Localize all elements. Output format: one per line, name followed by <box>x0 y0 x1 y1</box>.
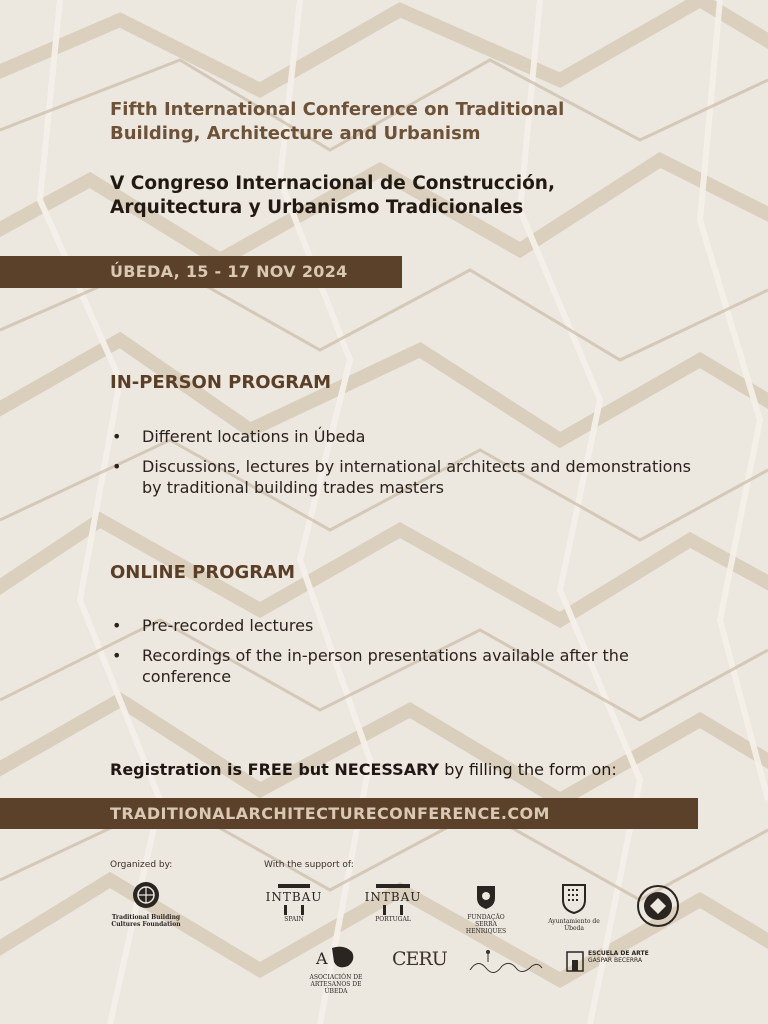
list-item-text: Different locations in Úbeda <box>142 427 366 446</box>
registration-emphasis: Registration is FREE but NECESSARY <box>110 760 440 779</box>
tbcf-caption: Traditional Building Cultures Foundation <box>111 914 181 928</box>
fundacao-serra-henriques-logo <box>456 884 516 935</box>
title-es-line-1: V Congreso Internacional de Construcción, <box>110 173 555 194</box>
list-item <box>110 645 710 687</box>
bullet: • <box>112 457 122 476</box>
fundacao-crest-icon <box>475 884 497 910</box>
artesanos-lion-icon <box>314 944 358 970</box>
conference-title-spanish <box>110 172 630 220</box>
escuela-building-icon <box>566 950 584 972</box>
website-url-link[interactable]: TRADITIONALARCHITECTURECONFERENCE.COM <box>0 798 698 829</box>
asociacion-caption: ASOCIACIÓN DE ARTESANOS DE ÚBEDA <box>309 974 363 995</box>
round-seal-logo <box>630 884 686 932</box>
title-en-line-2: Building, Architecture and Urbanism <box>110 123 481 144</box>
intbau-portugal-sub: PORTUGAL <box>375 916 411 923</box>
registration-rest: by filling the form on: <box>439 760 617 779</box>
ceru-wordmark: CERU <box>392 948 447 970</box>
ceru-logo <box>392 948 447 970</box>
list-item-text: Pre-recorded lectures <box>142 616 314 635</box>
fundacao-caption: FUNDAÇÃO SERRA HENRIQUES <box>465 914 507 935</box>
bullet: • <box>112 616 122 635</box>
date-location-band: ÚBEDA, 15 - 17 NOV 2024 <box>0 256 402 288</box>
title-es-line-2: Arquitectura y Urbanismo Tradicionales <box>110 197 524 218</box>
registration-note <box>110 760 617 779</box>
escuela-name: ESCUELA DE ARTE <box>588 950 649 957</box>
ayuntamiento-ubeda-logo <box>538 882 610 932</box>
svg-text:A: A <box>316 949 328 968</box>
tbcf-logo <box>108 880 184 928</box>
ubeda-coat-of-arms-icon <box>560 882 588 914</box>
ayuntamiento-caption: Ayuntamiento de Úbeda <box>548 918 600 932</box>
asociacion-artesanos-logo <box>308 944 364 995</box>
seal-icon <box>633 884 683 928</box>
conference-title-english <box>110 98 630 146</box>
list-item <box>110 615 710 636</box>
intbau-portugal-name: INTBAU <box>364 890 422 904</box>
handwritten-signature-icon <box>468 948 544 978</box>
online-program-list <box>110 615 710 696</box>
organized-by-label: Organized by: <box>110 860 173 870</box>
list-item <box>110 456 710 498</box>
support-label: With the support of: <box>264 860 354 870</box>
tbcf-emblem-icon <box>131 880 161 910</box>
bullet: • <box>112 427 122 446</box>
online-program-title: ONLINE PROGRAM <box>110 562 295 583</box>
in-person-program-list <box>110 426 710 507</box>
list-item-text: Recordings of the in-person presentations available after the conference <box>142 646 629 686</box>
list-item-text: Discussions, lectures by international architects and demonstrations by traditional building trades masters <box>142 457 691 497</box>
title-en-line-1: Fifth International Conference on Traditional <box>110 99 565 120</box>
escuela-sub: GASPAR BECERRA <box>588 957 643 964</box>
list-item <box>110 426 710 447</box>
in-person-program-title: IN-PERSON PROGRAM <box>110 372 332 393</box>
intbau-spain-sub: SPAIN <box>284 916 304 923</box>
signature-foundation-logo <box>466 948 546 982</box>
bullet: • <box>112 646 122 665</box>
intbau-spain-name: INTBAU <box>265 890 323 904</box>
escuela-de-arte-logo <box>566 950 650 972</box>
intbau-spain-logo <box>262 884 326 923</box>
intbau-portugal-logo <box>358 884 428 923</box>
